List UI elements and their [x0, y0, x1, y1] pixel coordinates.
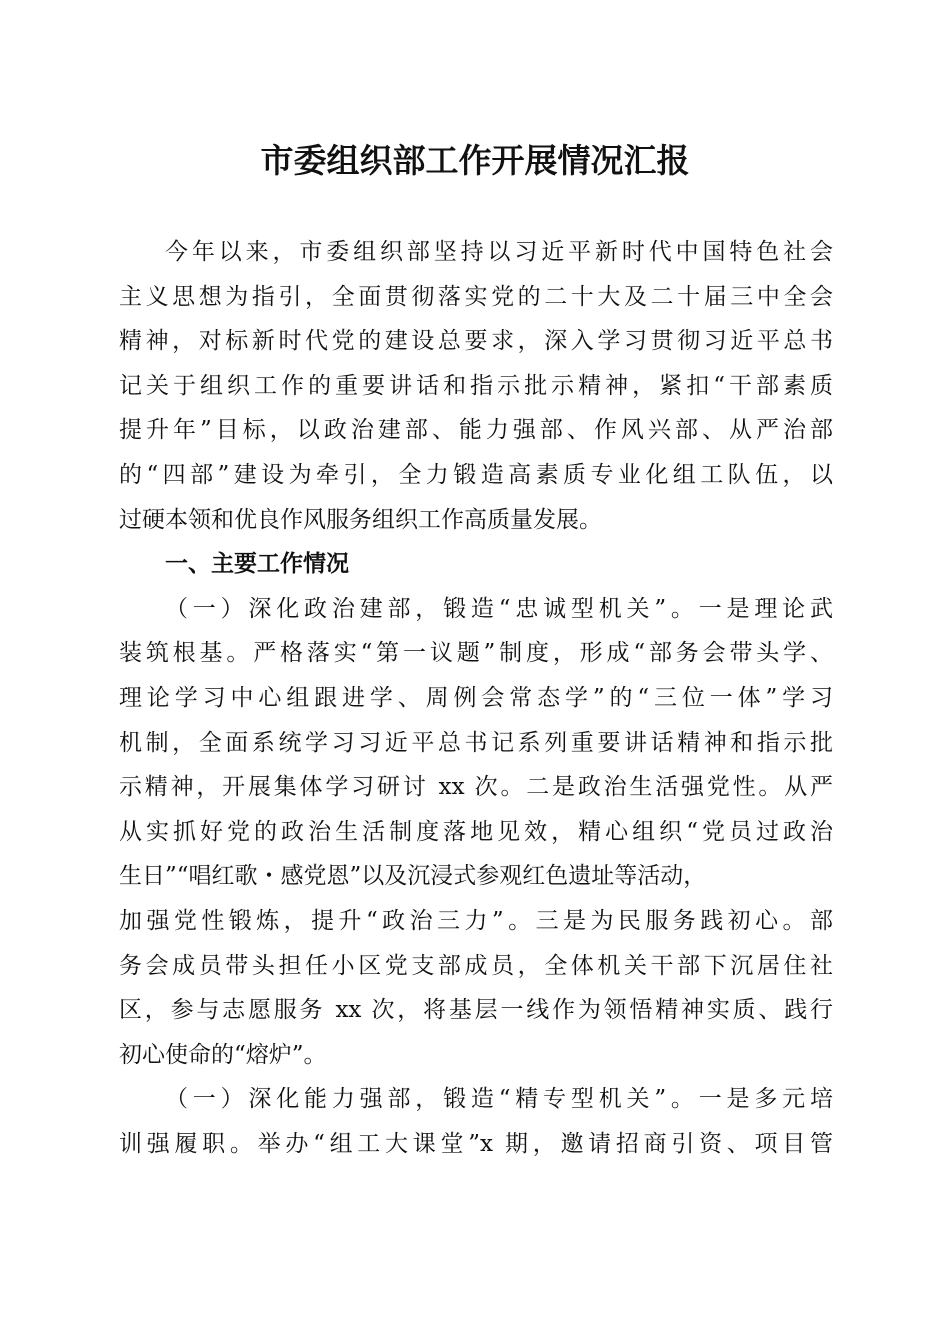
paragraph-line: 示精神，开展集体学习研讨 xx 次。二是政治生活强党性。从严	[119, 774, 833, 801]
paragraph-line: 务会成员带头担任小区党支部成员，全体机关干部下沉居住社	[119, 952, 833, 979]
paragraph-line: 过硬本领和优良作风服务组织工作高质量发展。	[119, 506, 602, 533]
paragraph-line: 提升年”目标，以政治建部、能力强部、作风兴部、从严治部	[119, 417, 833, 444]
paragraph-line: （一）深化政治建部，锻造“忠诚型机关”。一是理论武	[165, 595, 833, 622]
document-body	[119, 230, 833, 1166]
paragraph-line: 加强党性锻炼，提升“政治三力”。三是为民服务践初心。部	[119, 907, 833, 934]
paragraph-line: 今年以来，市委组织部坚持以习近平新时代中国特色社会	[165, 239, 833, 265]
paragraph-line: 记关于组织工作的重要讲话和指示批示精神，紧扣“干部素质	[119, 372, 833, 399]
paragraph-line: 精神，对标新时代党的建设总要求，深入学习贯彻习近平总书	[119, 328, 833, 355]
paragraph-line: 初心使命的“熔炉”。	[119, 1041, 327, 1068]
document-title: 市委组织部工作开展情况汇报	[260, 141, 690, 180]
paragraph-line: 理论学习中心组跟进学、周例会常态学”的“三位一体”学习	[119, 684, 833, 711]
paragraph-line: 的“四部”建设为牵引，全力锻造高素质专业化组工队伍，以	[119, 461, 833, 488]
paragraph-line: 训强履职。举办“组工大课堂”x 期，邀请招商引资、项目管	[119, 1130, 833, 1157]
paragraph-line: （一）深化能力强部，锻造“精专型机关”。一是多元培	[165, 1086, 833, 1113]
paragraph-line: 区，参与志愿服务 xx 次，将基层一线作为领悟精神实质、践行	[119, 997, 833, 1024]
paragraph-line: 主义思想为指引，全面贯彻落实党的二十大及二十届三中全会	[119, 283, 833, 310]
paragraph-line: 生日”“唱红歌・感党恩”以及沉浸式参观红色遗址等活动，	[119, 863, 707, 890]
paragraph-line: 装筑根基。严格落实“第一议题”制度，形成“部务会带头学、	[119, 640, 833, 667]
paragraph-line: 机制，全面系统学习习近平总书记系列重要讲话精神和指示批	[119, 729, 833, 756]
paragraph-line: 从实抓好党的政治生活制度落地见效，精心组织“党员过政治	[119, 818, 833, 845]
section-heading: 一、主要工作情况	[165, 551, 349, 578]
